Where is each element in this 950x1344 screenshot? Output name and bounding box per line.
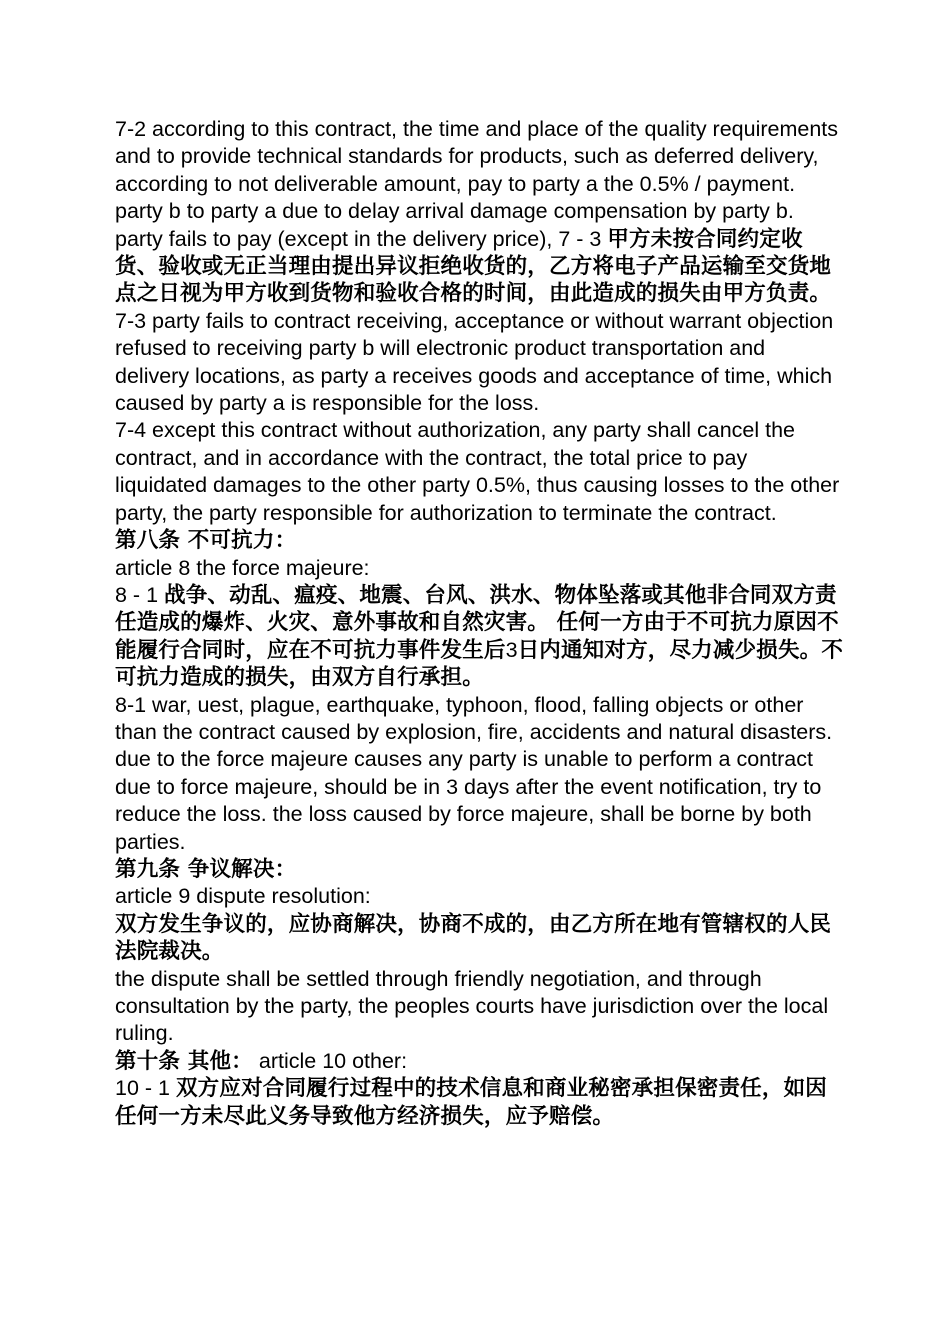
clause-10-1-number: 10 - 1 bbox=[115, 1076, 170, 1101]
clause-7-3-english: 7-3 party fails to contract receiving, acceptance or without warrant objection refused to receiving party b will electronic product transportation and delivery locations, as party a receives goods and acceptance of time, which caused by party a is responsible for the loss. bbox=[115, 308, 834, 416]
article-10-heading bbox=[115, 1048, 845, 1075]
clause-8-1-chinese bbox=[115, 582, 845, 692]
clause-8-1-chinese-part-a: 战争、动乱、瘟疫、地震、台风、洪水、物体坠落或其他非合同双方责任造成的爆炸、火灾、意外事故和自然灾害。 任何一方由于不可抗力原因不能履行合同时，应在不可抗力事件发生后 bbox=[115, 582, 839, 663]
clause-10-1-chinese-text: 双方应对合同履行过程中的技术信息和商业秘密承担保密责任，如因任何一方未尽此义务导致他方经济损失，应予赔偿。 bbox=[115, 1076, 827, 1129]
article-9-heading-english: article 9 dispute resolution: bbox=[115, 884, 371, 909]
article-9-body-chinese: 双方发生争议的，应协商解决，协商不成的，由乙方所在地有管辖权的人民法院裁决。 bbox=[115, 911, 832, 965]
article-9-body-english: the dispute shall be settled through friendly negotiation, and through consultation by the party, the peoples courts have jurisdiction over the local ruling. bbox=[115, 966, 829, 1046]
clause-8-1-english: 8-1 war, uest, plague, earthquake, typhoon, flood, falling objects or other than the contract caused by explosion, fire, accidents and natural disasters. due to the force majeure causes any party is unable to perform a contract due to force majeure, should be in 3 days after the event notification, try to reduce the loss. the loss caused by force majeure, shall be borne by both parties. bbox=[115, 692, 833, 854]
article-8-heading-english: article 8 the force majeure: bbox=[115, 555, 370, 580]
article-10-heading-chinese: 第十条 其他： bbox=[115, 1048, 253, 1074]
article-9-heading-chinese: 第九条 争议解决： bbox=[115, 856, 297, 882]
clause-7-2-paragraph bbox=[115, 116, 845, 308]
clause-8-1-number: 8 - 1 bbox=[115, 582, 159, 607]
document-page bbox=[115, 116, 845, 1130]
clause-10-1-chinese bbox=[115, 1075, 845, 1130]
clause-7-4-english: 7-4 except this contract without authorization, any party shall cancel the contract, and in accordance with the contract, the total price to pay liquidated damages to the other party 0.5%, thus causing losses to the other party, the party responsible for authorization to terminate the contract. bbox=[115, 418, 840, 525]
article-10-heading-english: article 10 other: bbox=[258, 1048, 408, 1073]
article-8-heading-chinese: 第八条 不可抗力： bbox=[115, 528, 297, 554]
clause-7-3-chinese: 甲方未按合同约定收货、验收或无正当理由提出异议拒绝收货的，乙方将电子产品运输至交货地点之日视为甲方收到货物和验收合格的时间，由此造成的损失由甲方负责。 bbox=[115, 226, 832, 307]
clause-8-1-chinese-part-b: 日内通知对方，尽力减少损失。不可抗力造成的损失，由双方自行承担。 bbox=[115, 637, 844, 691]
clause-8-1-days: 3 bbox=[505, 637, 518, 662]
clause-7-2-english: 7-2 according to this contract, the time and place of the quality requirements and to provide technical standards for products, such as deferred delivery, according to not deliverable amount, pay to party a the 0.5% / payment. party b to party a due to delay arrival damage compensation by party b. party fails to pay (except in the delivery price), 7 - 3 bbox=[115, 117, 839, 251]
